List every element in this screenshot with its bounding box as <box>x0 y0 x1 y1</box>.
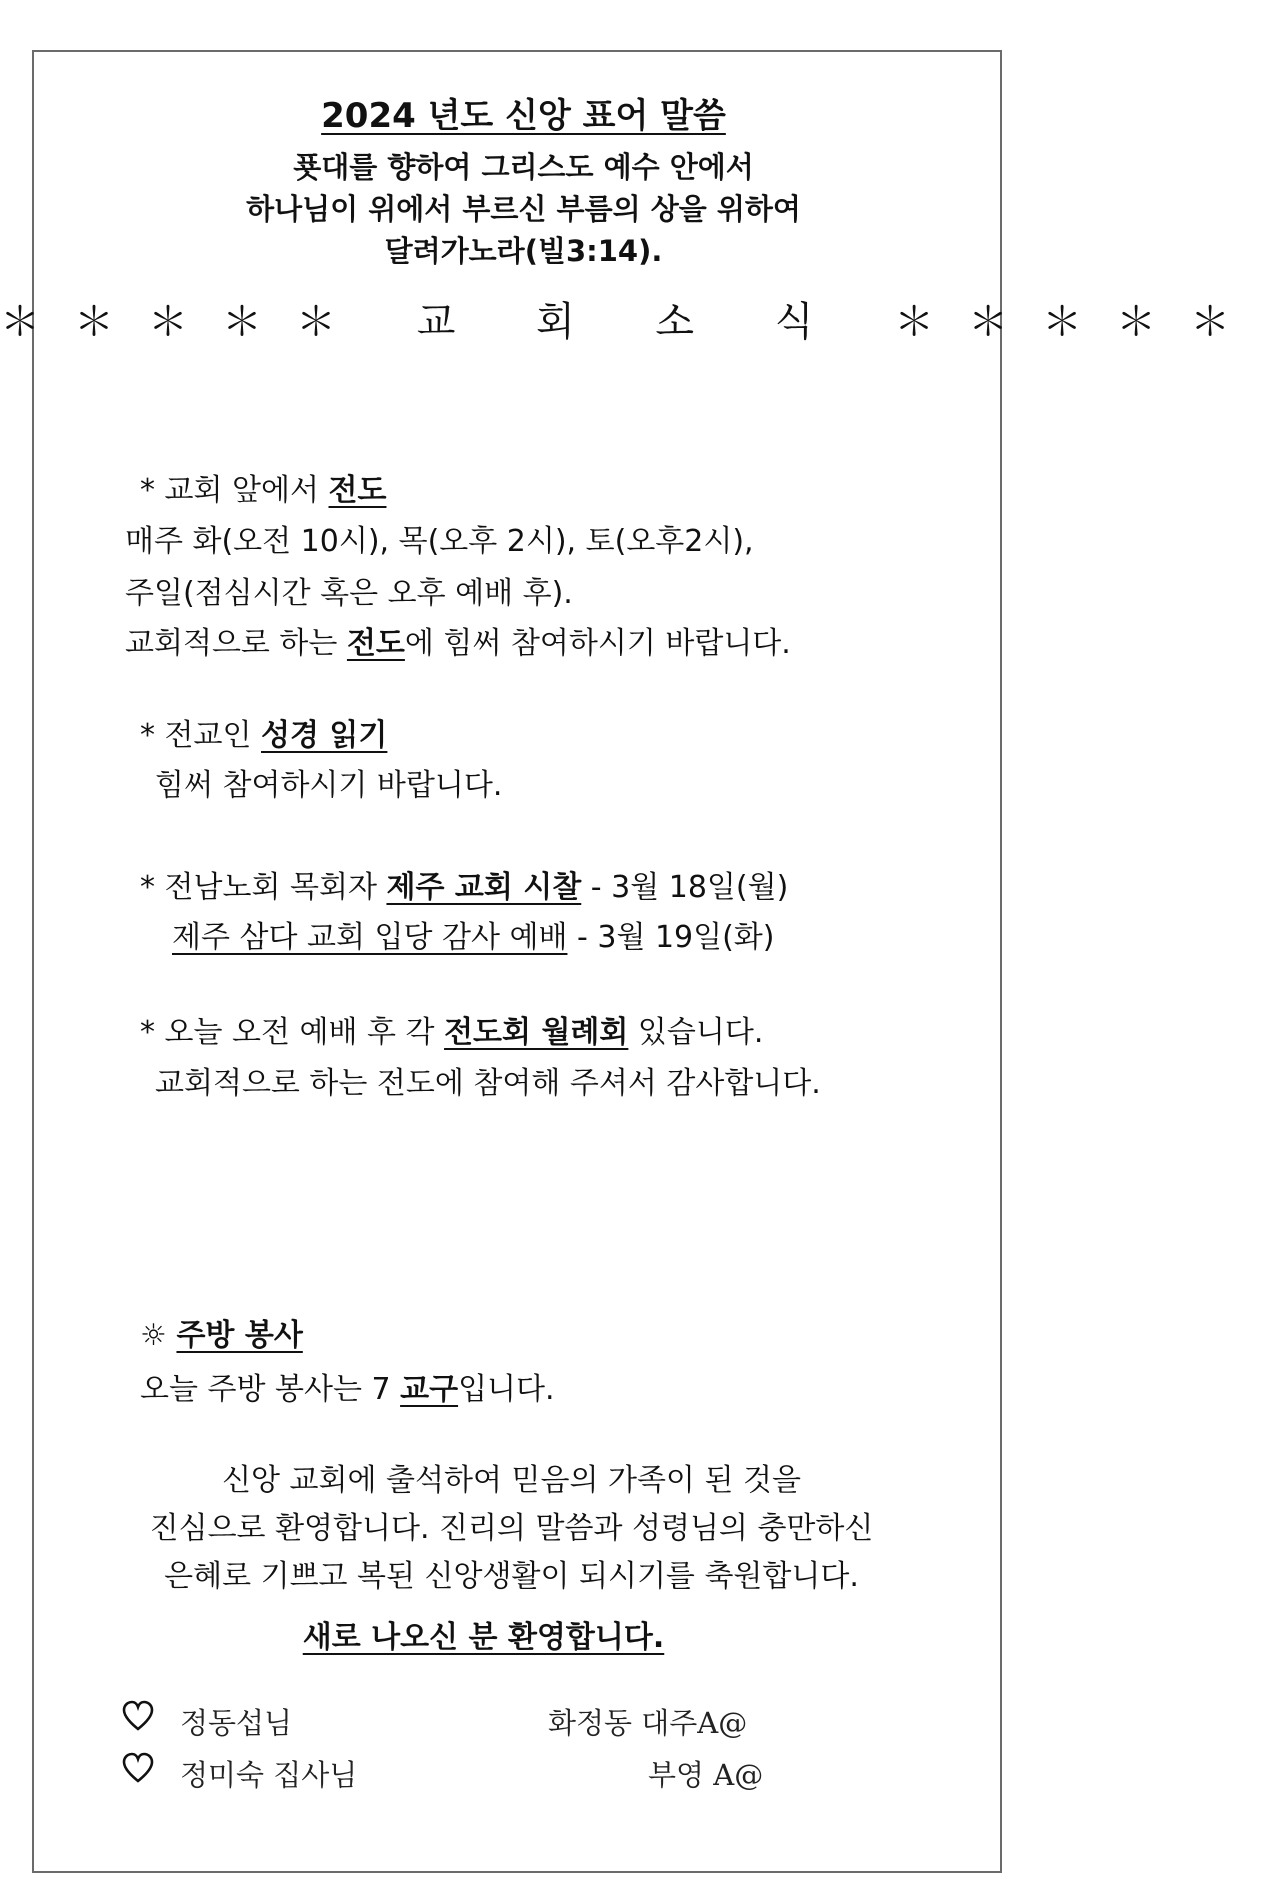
newcomer-name: 정동섭님 <box>180 1706 293 1740</box>
presbytery-prefix: * 전남노회 목회자 <box>140 870 387 905</box>
evangelism-highlight: 전도 <box>328 473 387 508</box>
evangelism-schedule: 매주 화(오전 10시), 목(오후 2시), 토(오후2시), <box>125 524 754 559</box>
monthly-thanks: 교회적으로 하는 전도에 참여해 주셔서 감사합니다. <box>155 1066 821 1101</box>
presbytery-highlight1: 제주 교회 시찰 <box>386 870 582 905</box>
motto-title <box>0 88 1047 137</box>
bible-prefix: * 전교인 <box>140 718 262 753</box>
monthly-highlight: 전도회 월례회 <box>444 1015 629 1050</box>
kitchen-line-pre: 오늘 주방 봉사는 7 <box>140 1372 401 1407</box>
welcome-heading <box>0 1612 1007 1656</box>
motto-verse-line2: 하나님이 위에서 부르신 부름의 상을 위하여 <box>246 192 801 226</box>
bible-heading <box>140 710 387 754</box>
motto-verse-line3: 달려가노라(빌3:14). <box>384 234 663 268</box>
presbytery-highlight2: 제주 삼다 교회 입당 감사 예배 <box>172 920 568 955</box>
kitchen-line-highlight: 교구 <box>400 1372 459 1407</box>
news-header: ＊＊＊＊＊ 교 회 소 식 ＊＊＊＊＊ <box>0 299 1264 345</box>
monthly-suffix: 있습니다. <box>628 1015 764 1050</box>
presbytery-line1 <box>140 862 788 906</box>
motto-verse-line1: 푯대를 향하여 그리스도 예수 안에서 <box>293 150 754 184</box>
motto-title-text: 2024 년도 신앙 표어 말씀 <box>321 96 726 136</box>
welcome-line3: 은혜로 기쁘고 복된 신앙생활이 되시기를 축원합니다. <box>164 1559 859 1594</box>
kitchen-line <box>140 1364 555 1408</box>
presbytery-date1: - 3월 18일(월) <box>581 870 789 905</box>
monthly-line1 <box>140 1007 763 1051</box>
heart-outline-icon <box>122 1752 154 1784</box>
evangelism-prefix: * 교회 앞에서 <box>140 473 329 508</box>
evangelism-heading <box>140 465 386 509</box>
kitchen-line-post: 입니다. <box>458 1372 555 1407</box>
kitchen-title: 주방 봉사 <box>176 1318 303 1353</box>
newcomer-info: 부영 A@ <box>648 1758 764 1792</box>
newcomer-name: 정미숙 집사님 <box>180 1758 358 1792</box>
monthly-prefix: * 오늘 오전 예배 후 각 <box>140 1015 445 1050</box>
evangelism-encourage-post: 에 힘써 참여하시기 바랍니다. <box>404 626 791 661</box>
presbytery-date2: - 3월 19일(화) <box>567 920 775 955</box>
bible-highlight: 성경 읽기 <box>261 718 388 753</box>
evangelism-sunday: 주일(점심시간 혹은 오후 예배 후). <box>125 576 573 611</box>
welcome-heading-text: 새로 나오신 분 환영합니다. <box>302 1620 665 1655</box>
heart-outline-icon <box>122 1700 154 1732</box>
bible-encourage: 힘써 참여하시기 바랍니다. <box>155 768 503 803</box>
newcomer-info: 화정동 대주A@ <box>548 1706 748 1740</box>
evangelism-encourage-pre: 교회적으로 하는 <box>125 626 347 661</box>
kitchen-heading <box>140 1310 303 1354</box>
evangelism-encourage-highlight: 전도 <box>346 626 405 661</box>
sun-icon: ☼ <box>140 1318 167 1353</box>
welcome-line2: 진심으로 환영합니다. 진리의 말씀과 성령님의 충만하신 <box>149 1511 874 1546</box>
welcome-line1: 신앙 교회에 출석하여 믿음의 가족이 된 것을 <box>222 1463 801 1498</box>
evangelism-encourage <box>125 618 791 662</box>
presbytery-line2 <box>172 912 775 956</box>
